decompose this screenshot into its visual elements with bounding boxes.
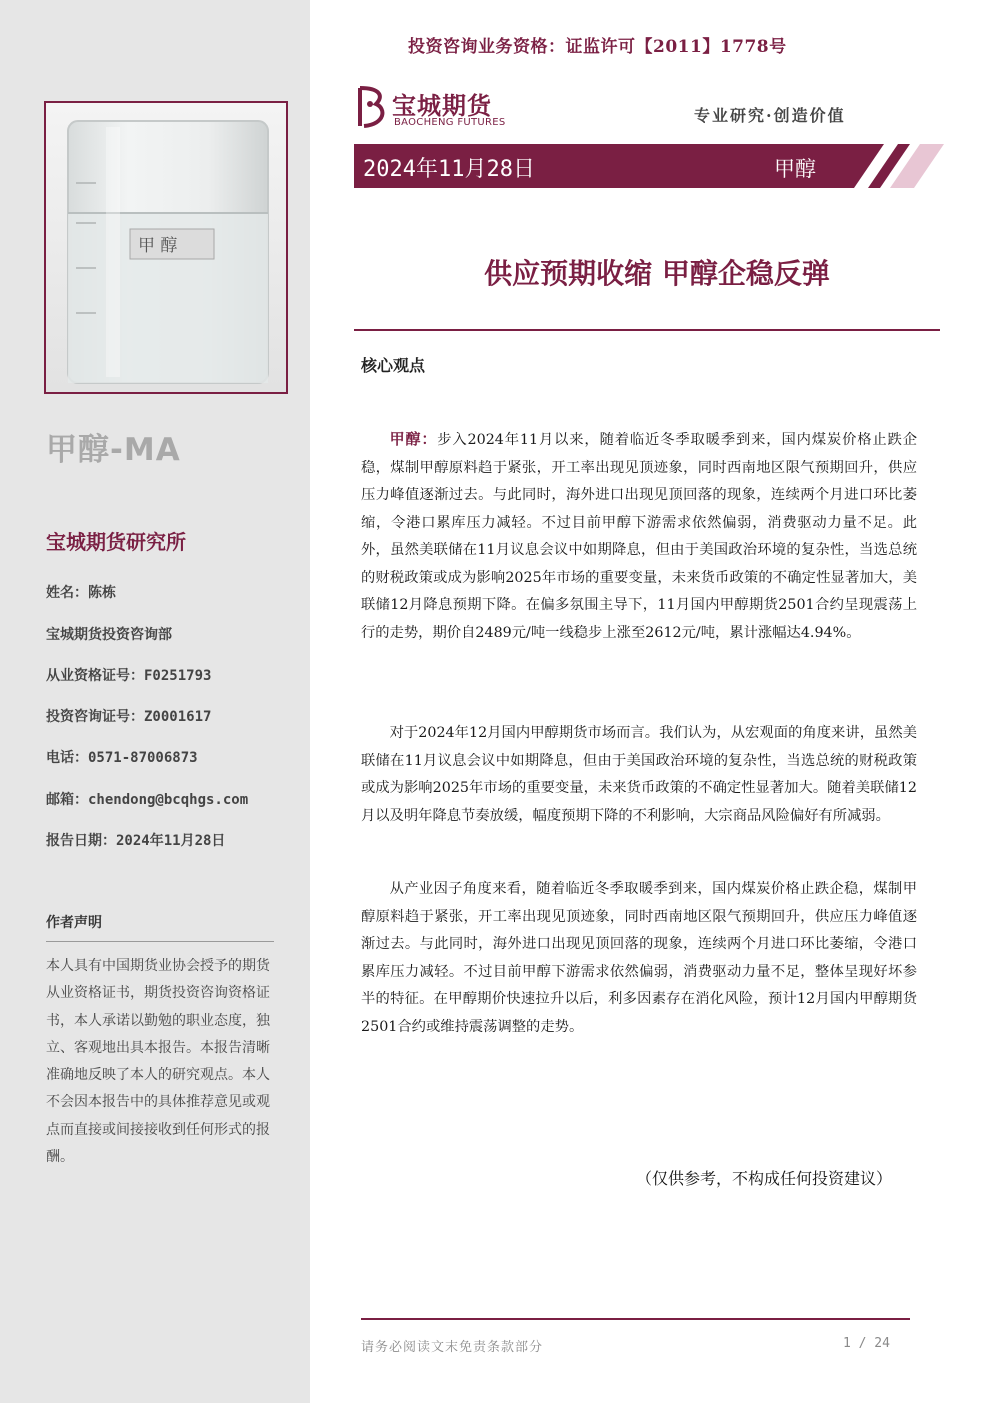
consulting-number: 投资咨询证号：Z0001617 — [46, 709, 212, 725]
statement-divider — [46, 941, 274, 942]
qualification-number: 从业资格证号：F0251793 — [46, 668, 212, 684]
paragraph-text: 对于2024年12月国内甲醇期货市场而言。我们认为，从宏观面的角度来讲，虽然美联储在11月议息会议中如期降息，但由于美国政治环境的复杂性，当选总统的财税政策或成为影响2025年市场的重要变量，未来货币政策的不确定性显著加大。随着美联储12月以及明年降息节奏放缓，幅度预期下降的不利影响，大宗商品风险偏好有所减弱。 — [361, 725, 917, 824]
email-link[interactable]: 邮箱：chendong@bcqhgs.com — [46, 792, 249, 808]
logo-text-en: BAOCHENG FUTURES — [394, 117, 506, 128]
product-code: 甲醇-MA — [46, 432, 181, 468]
paragraph-text: 步入2024年11月以来，随着临近冬季取暖季到来，国内煤炭价格止跌企稳，煤制甲醇原料趋于紧张，开工率出现见顶迹象，同时西南地区限气预期回升，供应压力峰值逐渐过去。与此同时，海外进口出现见顶回落的现象，连续两个月进口环比萎缩，令港口累库压力减轻。不过目前甲醇下游需求依然偏弱，消费驱动力量不足。此外，虽然美联储在11月议息会议中如期降息，但由于美国政治环境的复杂性，当选总统的财税政策或成为影响2025年市场的重要变量，未来货币政策的不确定性显著加大，美联储12月降息预期下降。在偏多氛围主导下，11月国内甲醇期货2501合约呈现震荡上行的走势，期价自2489元/吨一线稳步上涨至2612元/吨，累计涨幅达4.94%。 — [361, 432, 917, 641]
footer-divider — [361, 1318, 910, 1320]
statement-body: 本人具有中国期货业协会授予的期货从业资格证书，期货投资咨询资格证书，本人承诺以勤勉的职业态度，独立、客观地出具本报告。本报告清晰准确地反映了本人的研究观点。本人不会因本报告中的具体推荐意见或观点而直接或间接接收到任何形式的报酬。 — [46, 958, 270, 1166]
methanol-beaker-photo — [44, 101, 288, 394]
license-line: 投资咨询业务资格：证监许可【2011】1778号 — [408, 37, 787, 57]
disclaimer: （仅供参考，不构成任何投资建议） — [636, 1169, 893, 1188]
page-number: 1 / 24 — [843, 1336, 890, 1351]
title-divider — [354, 329, 940, 331]
phone: 电话：0571-87006873 — [46, 750, 198, 766]
report-date: 报告日期：2024年11月28日 — [46, 833, 226, 849]
sidebar — [0, 0, 310, 1403]
paragraph-1 — [361, 426, 917, 647]
paragraph-2 — [361, 720, 917, 830]
author-name: 姓名：陈栋 — [46, 585, 116, 601]
paragraph-3 — [361, 876, 917, 1041]
paragraph-text: 从产业因子角度来看，随着临近冬季取暖季到来，国内煤炭价格止跌企稳，煤制甲醇原料趋于紧张，开工率出现见顶迹象，同时西南地区限气预期回升，供应压力峰值逐渐过去。与此同时，海外进口出现见顶回落的现象，连续两个月进口环比萎缩，令港口累库压力减轻。不过目前甲醇下游需求依然偏弱，消费驱动力量不足，整体呈现好坏参半的特征。在甲醇期价快速拉升以后，利多因素存在消化风险，预计12月国内甲醇期货2501合约或维持震荡调整的走势。 — [361, 881, 917, 1035]
report-title: 供应预期收缩 甲醇企稳反弹 — [484, 257, 830, 290]
section-heading: 核心观点 — [361, 356, 426, 375]
banner-date: 2024年11月28日 — [363, 157, 535, 182]
department: 宝城期货投资咨询部 — [46, 627, 172, 643]
institute-name: 宝城期货研究所 — [46, 530, 186, 554]
slogan: 专业研究·创造价值 — [694, 106, 846, 125]
footer-notice: 请务必阅读文末免责条款部分 — [361, 1340, 544, 1355]
banner-category: 甲醇 — [774, 157, 816, 181]
photo-label: 甲 醇 — [138, 236, 178, 256]
paragraph-lead: 甲醇： — [389, 430, 438, 448]
logo-mark-icon — [354, 84, 388, 130]
logo-text-cn: 宝城期货 — [392, 91, 492, 120]
statement-title: 作者声明 — [46, 915, 102, 931]
